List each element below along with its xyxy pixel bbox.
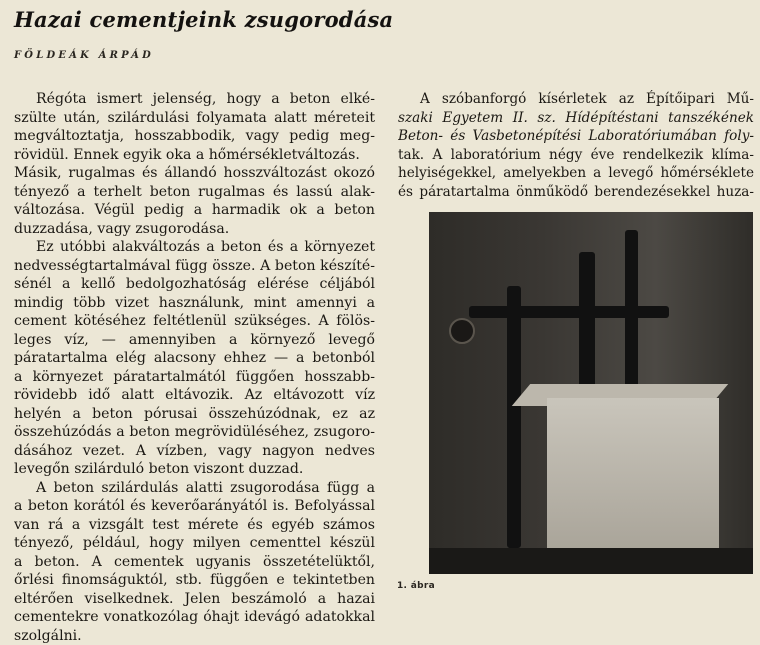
text-line: összehúzódás a beton megrövidüléséhez, zsugoro- [14, 423, 375, 442]
apparatus-arm [469, 306, 669, 318]
apparatus-column-left [507, 286, 521, 548]
figure-caption: 1. ábra [397, 581, 435, 591]
figure-photo [429, 212, 753, 574]
article-author: FÖLDEÁK ÁRPÁD [14, 50, 154, 61]
text-line: leges víz, — amennyiben a környező levegő [14, 331, 375, 350]
text-line: tényező a terhelt beton rugalmas és lassú alak- [14, 183, 375, 202]
text-line: sénél a kellő bedolgozhatóság elérése céljából [14, 275, 375, 294]
text-line: cementekre vonatkozólag óhajt idevágó adatokkal [14, 608, 375, 627]
text-line: megváltoztatja, hosszabbodik, vagy pedig meg- [14, 127, 375, 146]
text-line: a beton. A cementek ugyanis összetételüktől, [14, 553, 375, 572]
text-line: van rá a vizsgált test mérete és egyéb számos [14, 516, 375, 535]
text-line: nedvességtartalmával függ össze. A beton készíté- [14, 257, 375, 276]
text-line: szülte után, szilárdulási folyamata alatt méreteit [14, 109, 375, 128]
text-line: szolgálni. [14, 627, 375, 645]
text-line: rövidül. Ennek egyik oka a hőmérsékletváltozás. [14, 146, 375, 165]
body-column-right [398, 90, 754, 201]
text-line: Régóta ismert jelenség, hogy a beton elké- [14, 90, 375, 109]
text-line: tak. A laboratórium négy éve rendelkezik klíma- [398, 146, 754, 165]
text-line: a beton korától és keverőarányától is. Befolyással [14, 497, 375, 516]
text-line: A beton szilárdulás alatti zsugorodása függ a [14, 479, 375, 498]
text-line: rövidebb idő alatt eltávozik. Az eltávozott víz [14, 386, 375, 405]
text-line: tényező, például, hogy milyen cementtel készül [14, 534, 375, 553]
text-line: helyiségekkel, amelyekben a levegő hőmérséklete [398, 164, 754, 183]
text-line: eltérően viselkednek. Jelen beszámoló a hazai [14, 590, 375, 609]
text-line: Beton- és Vasbetonépítési Laboratóriumában foly- [398, 127, 754, 146]
text-line: változása. Végül pedig a harmadik ok a beton [14, 201, 375, 220]
text-line: Ez utóbbi alakváltozás a beton és a környezet [14, 238, 375, 257]
text-line: őrlési finomságuktól, stb. függően e tekintetben [14, 571, 375, 590]
text-line: a környezet páratartalmától függően hosszabb- [14, 368, 375, 387]
text-line: helyén a beton pórusai összehúzódnak, ez az [14, 405, 375, 424]
body-column-left [14, 90, 375, 645]
text-line: mindig több vizet használunk, mint amennyi a [14, 294, 375, 313]
text-line: duzzadása, vagy zsugorodása. [14, 220, 375, 239]
apparatus-base [429, 548, 753, 574]
text-line: A szóbanforgó kísérletek az Építőipari Mű- [398, 90, 754, 109]
article-title: Hazai cementjeink zsugorodása [14, 7, 393, 32]
apparatus-wheel [449, 318, 475, 344]
text-line: dásához vezet. A vízben, vagy nagyon nedves [14, 442, 375, 461]
concrete-specimen [547, 398, 719, 548]
text-line: szaki Egyetem II. sz. Hídépítéstani tanszékének [398, 109, 754, 128]
text-line: páratartalma elég alacsony ehhez — a betonból [14, 349, 375, 368]
text-line: Másik, rugalmas és állandó hosszváltozást okozó [14, 164, 375, 183]
text-line: cement kötéséhez feltétlenül szükséges. A fölös- [14, 312, 375, 331]
text-line: és páratartalma önműködő berendezésekkel huza- [398, 183, 754, 202]
text-line: levegőn szilárduló beton viszont duzzad. [14, 460, 375, 479]
